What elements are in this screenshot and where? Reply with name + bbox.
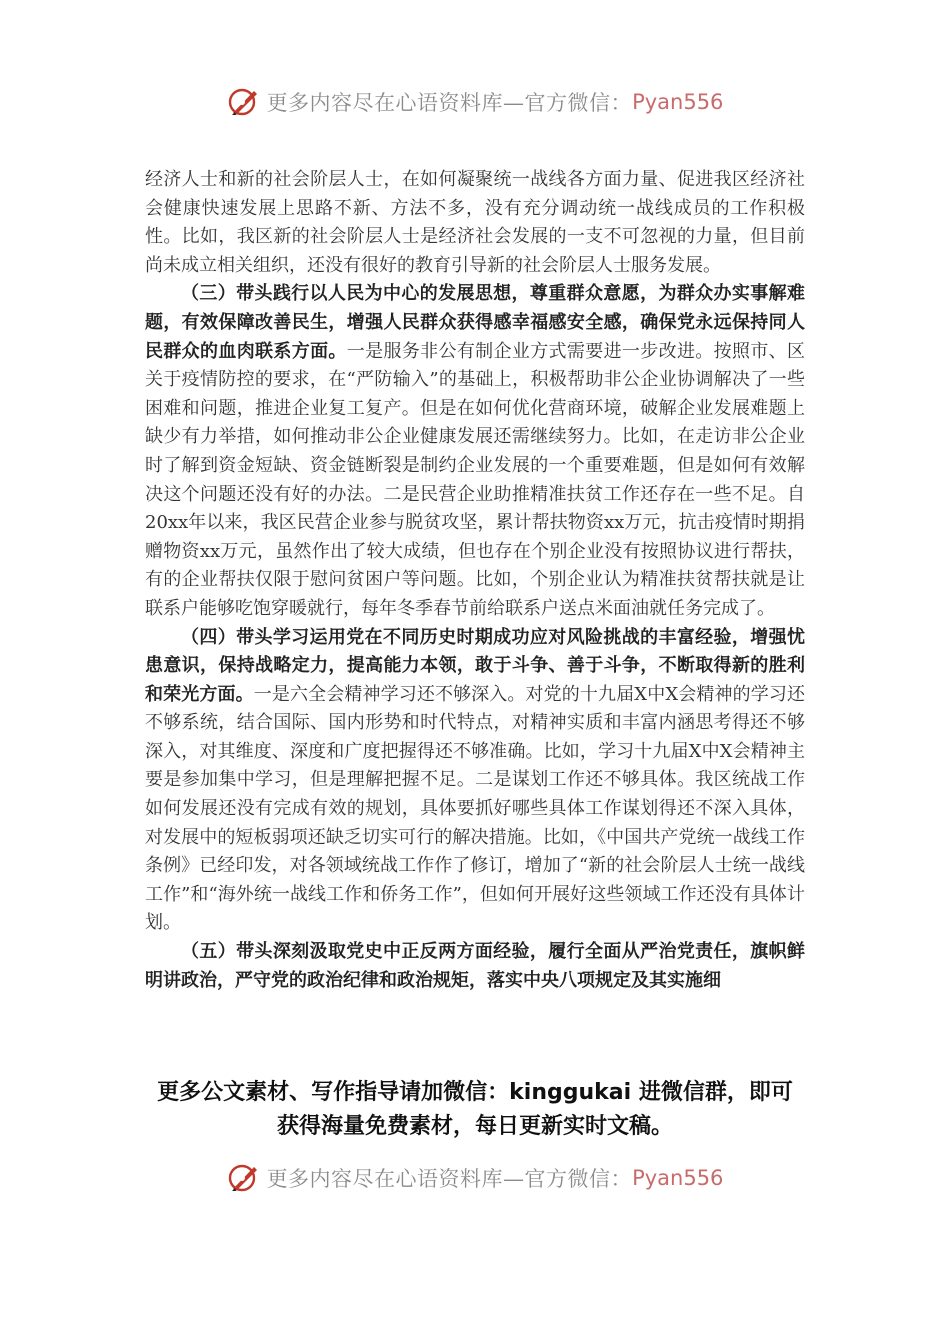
promo-notice <box>100 1076 850 1144</box>
paragraph-section-5 <box>145 938 805 995</box>
paragraph-section-4 <box>145 624 805 939</box>
footer-banner <box>0 1158 950 1198</box>
footer-banner-wechat: Pyan556 <box>632 1166 724 1190</box>
section-4-heading: （四）带头学习运用党在不同历史时期成功应对风险挑战的丰富经验，增强忧患意识，保持战略定力，提高能力本领，敢于斗争、善于斗争，不断取得新的胜利和荣光方面。 <box>145 626 805 705</box>
pen-logo-icon <box>227 85 261 119</box>
document-body <box>145 166 805 995</box>
paragraph-section-3 <box>145 280 805 623</box>
section-4-text: 一是六全会精神学习还不够深入。对党的十九届X中X会精神的学习还不够系统，结合国际、国内形势和时代特点，对精神实质和丰富内涵思考得还不够深入，对其维度、深度和广度把握得还不够准确。比如，学习十九届X中X会精神主要是参加集中学习，但是理解把握不足。二是谋划工作还不够具体。我区统战工作如何发展还没有完成有效的规划，具体要抓好哪些具体工作谋划得还不深入具体，对发展中的短板弱项还缺乏切实可行的解决措施。比如，《中国共产党统一战线工作条例》已经印发，对各领域统战工作作了修订，增加了“新的社会阶层人士统一战线工作”和“海外统一战线工作和侨务工作”，但如何开展好这些领域工作还没有具体计划。 <box>145 683 805 934</box>
header-banner-text: 更多内容尽在心语资料库—官方微信： <box>266 91 633 115</box>
section-3-heading: （三）带头践行以人民为中心的发展思想，尊重群众意愿，为群众办实事解难题，有效保障改善民生，增强人民群众获得感幸福感安全感，确保党永远保持同人民群众的血肉联系方面。 <box>145 283 805 362</box>
header-banner-wechat: Pyan556 <box>632 90 724 114</box>
promo-line-1: 更多公文素材、写作指导请加微信：kinggukai 进微信群，即可 <box>157 1080 793 1105</box>
section-3-text: 一是服务非公有制企业方式需要进一步改进。按照市、区关于疫情防控的要求，在“严防输入”的基础上，积极帮助非公企业协调解决了一些困难和问题，推进企业复工复产。但是在如何优化营商环境，破解企业发展难题上缺少有力举措，如何推动非公企业健康发展还需继续努力。比如，在走访非公企业时了解到资金短缺、资金链断裂是制约企业发展的一个重要难题，但是如何有效解决这个问题还没有好的办法。二是民营企业助推精准扶贫工作还存在一些不足。自20xx年以来，我区民营企业参与脱贫攻坚，累计帮扶物资xx万元，抗击疫情时期捐赠物资xx万元，虽然作出了较大成绩，但也存在个别企业没有按照协议进行帮扶，有的企业帮扶仅限于慰问贫困户等问题。比如，个别企业认为精准扶贫帮扶就是让联系户能够吃饱穿暖就行，每年冬季春节前给联系户送点米面油就任务完成了。 <box>145 340 806 619</box>
section-5-heading: （五）带头深刻汲取党史中正反两方面经验，履行全面从严治党责任，旗帜鲜明讲政治，严守党的政治纪律和政治规矩，落实中央八项规定及其实施细 <box>145 941 805 991</box>
paragraph-continued: 经济人士和新的社会阶层人士，在如何凝聚统一战线各方面力量、促进我区经济社会健康快速发展上思路不新、方法不多，没有充分调动统一战线成员的工作积极性。比如，我区新的社会阶层人士是经济社会发展的一支不可忽视的力量，但目前尚未成立相关组织，还没有很好的教育引导新的社会阶层人士服务发展。 <box>145 169 805 276</box>
header-banner <box>0 82 950 122</box>
promo-line-2: 获得海量免费素材，每日更新实时文稿。 <box>276 1114 673 1139</box>
pen-logo-icon <box>227 1161 261 1195</box>
footer-banner-text: 更多内容尽在心语资料库—官方微信： <box>266 1167 633 1191</box>
